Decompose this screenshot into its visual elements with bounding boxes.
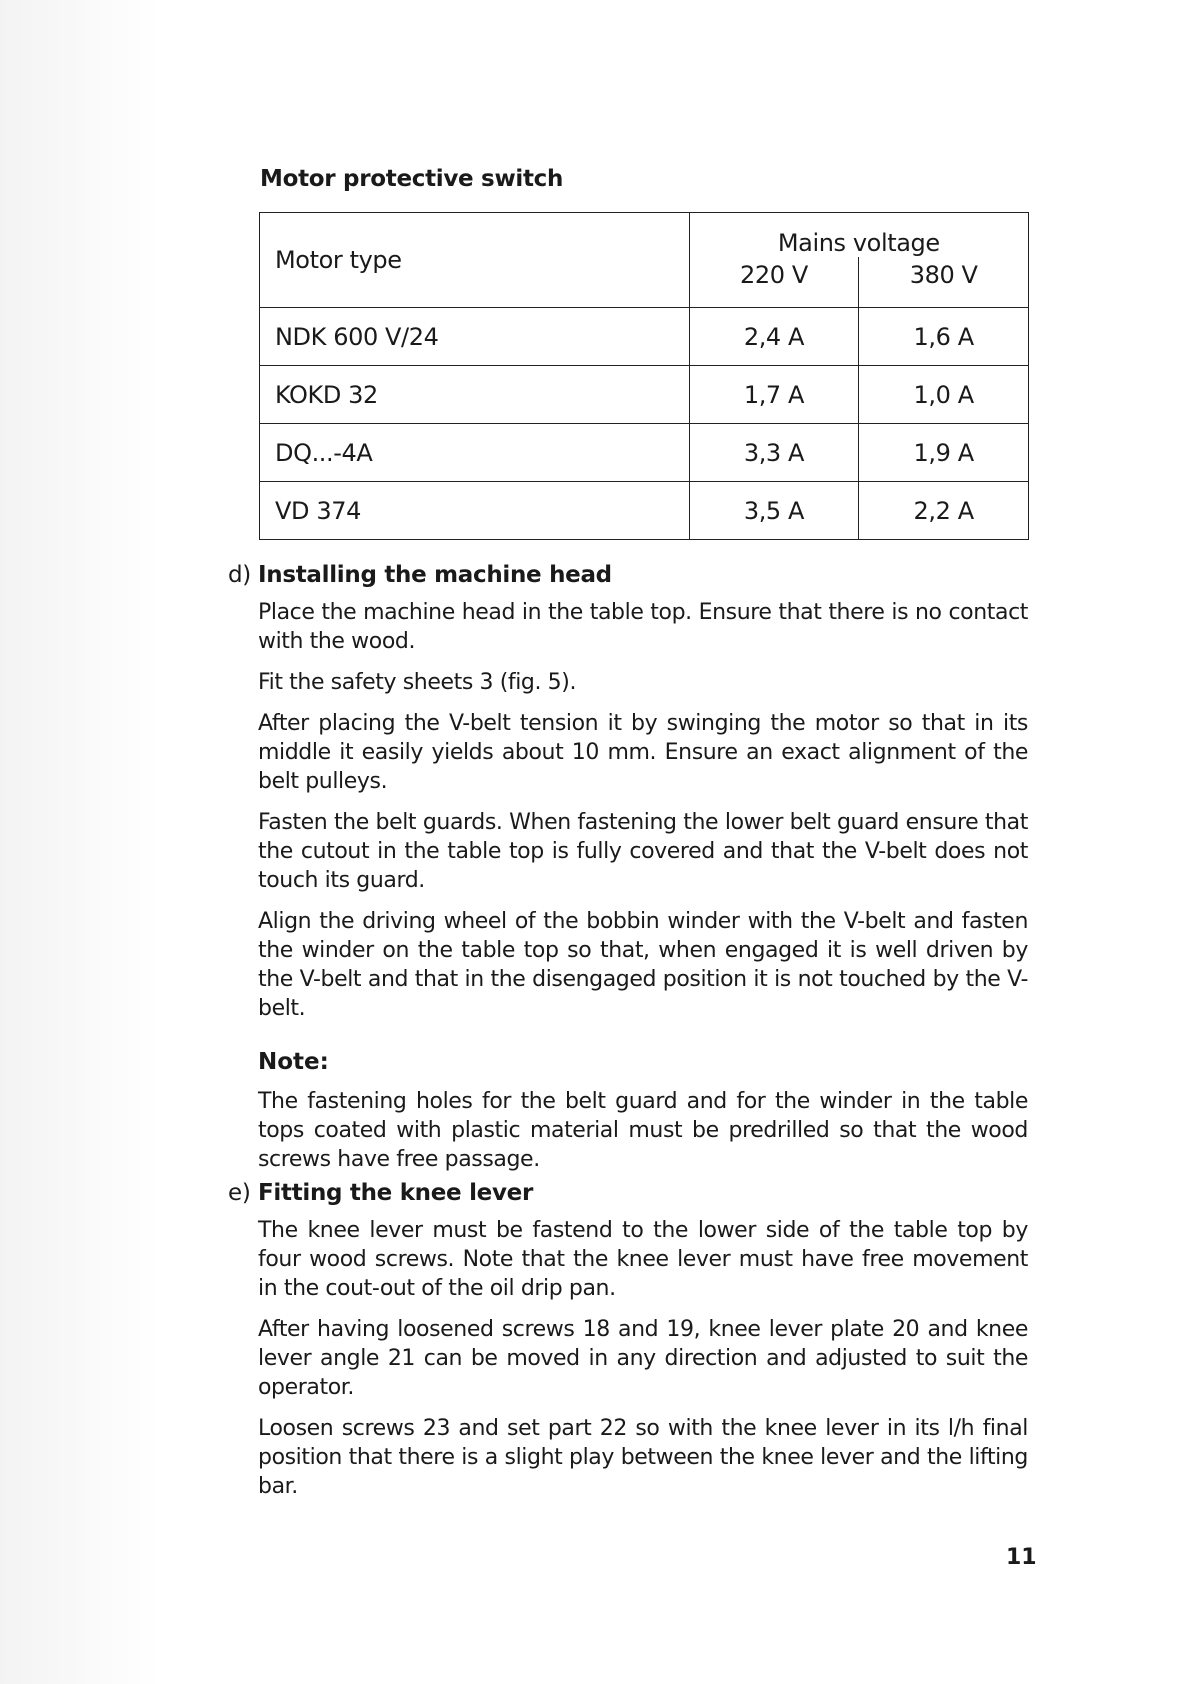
section-heading — [228, 1180, 1028, 1206]
paragraph: Align the driving wheel of the bobbin winder with the V-belt and fasten the winder on the table top so that, when engaged it is well driven by the V-belt and that in the disengaged position it is not touched by the V-belt. — [258, 909, 1028, 1021]
table-row — [260, 366, 1029, 424]
table-row — [260, 424, 1029, 482]
header-380v: 380 V — [859, 257, 1029, 308]
motor-type-cell: NDK 600 V/24 — [260, 308, 690, 366]
paragraph: The knee lever must be fastend to the lower side of the table top by four wood screws. Note that the knee lever must have free movement in the cout-out of the oil drip pan. — [258, 1218, 1028, 1301]
current-220v-cell: 3,3 A — [689, 424, 859, 482]
current-380v-cell: 1,9 A — [859, 424, 1029, 482]
current-220v-cell: 1,7 A — [689, 366, 859, 424]
header-mains-voltage: Mains voltage — [689, 213, 1028, 258]
paragraph: Loosen screws 23 and set part 22 so with the knee lever in its l/h final position that there is a slight play between the knee lever and the lifting bar. — [258, 1416, 1028, 1499]
section-installing-machine-head — [228, 562, 1028, 1174]
table-title: Motor protective switch — [260, 166, 564, 192]
section-fitting-knee-lever — [228, 1180, 1028, 1501]
section-title: Installing the machine head — [258, 562, 612, 588]
motor-protective-switch-table — [259, 212, 1029, 540]
current-380v-cell: 1,6 A — [859, 308, 1029, 366]
table-row — [260, 482, 1029, 540]
table-row — [260, 308, 1029, 366]
paragraph: Fasten the belt guards. When fastening the lower belt guard ensure that the cutout in the table top is fully covered and that the V-belt does not touch its guard. — [258, 810, 1028, 893]
section-title: Fitting the knee lever — [258, 1180, 533, 1206]
paragraph: After having loosened screws 18 and 19, knee lever plate 20 and knee lever angle 21 can be moved in any direction and adjusted to suit the operator. — [258, 1317, 1028, 1400]
motor-type-cell: DQ...-4A — [260, 424, 690, 482]
paragraph: Place the machine head in the table top. Ensure that there is no contact with the wood. — [258, 600, 1028, 654]
section-heading — [228, 562, 1028, 588]
paragraph: Fit the safety sheets 3 (fig. 5). — [258, 670, 577, 695]
note-heading: Note: — [258, 1049, 329, 1075]
motor-type-cell: VD 374 — [260, 482, 690, 540]
current-220v-cell: 3,5 A — [689, 482, 859, 540]
page-number: 11 — [1006, 1545, 1037, 1570]
header-220v: 220 V — [689, 257, 859, 308]
section-letter: d) — [228, 562, 251, 588]
current-380v-cell: 2,2 A — [859, 482, 1029, 540]
header-motor-type: Motor type — [260, 213, 690, 308]
note-text: The fastening holes for the belt guard and for the winder in the table tops coated with plastic material must be predrilled so that the wood screws have free passage. — [258, 1089, 1028, 1172]
paragraph: After placing the V-belt tension it by swinging the motor so that in its middle it easily yields about 10 mm. Ensure an exact alignment of the belt pulleys. — [258, 711, 1028, 794]
section-letter: e) — [228, 1180, 251, 1206]
current-220v-cell: 2,4 A — [689, 308, 859, 366]
motor-type-cell: KOKD 32 — [260, 366, 690, 424]
current-380v-cell: 1,0 A — [859, 366, 1029, 424]
table-header-row — [260, 213, 1029, 258]
